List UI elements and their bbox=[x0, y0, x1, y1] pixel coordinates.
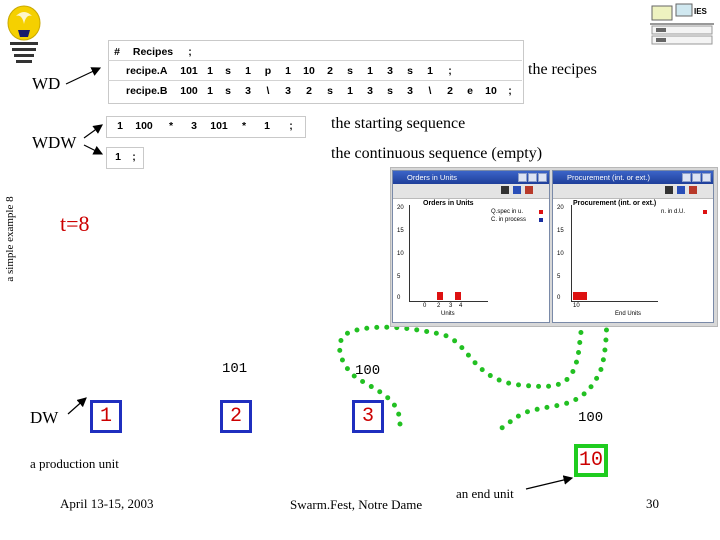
orders-bar bbox=[455, 292, 461, 300]
print-icon[interactable] bbox=[501, 186, 509, 194]
recipes-header-cell: # bbox=[114, 46, 120, 58]
close-button[interactable] bbox=[538, 173, 547, 182]
recipe-cell: 1 bbox=[207, 65, 213, 77]
procurement-legend-item: n. in d.U. bbox=[661, 209, 686, 215]
y-tick: 10 bbox=[557, 251, 564, 257]
y-tick: 15 bbox=[397, 228, 404, 234]
recipe-cell: e bbox=[467, 85, 473, 97]
orders-window-title: Orders in Units bbox=[393, 171, 549, 184]
continuous-sequence-label: the continuous sequence (empty) bbox=[331, 145, 543, 162]
recipe-cell: s bbox=[225, 85, 231, 97]
sequence-cell: 1 bbox=[264, 120, 270, 132]
dw-arrow bbox=[68, 398, 86, 414]
ies-lab-logo bbox=[648, 2, 716, 46]
value-101: 101 bbox=[222, 361, 248, 377]
production-unit-3: 3 bbox=[352, 400, 384, 433]
recipe-cell: 1 bbox=[245, 65, 251, 77]
orders-window bbox=[392, 170, 550, 323]
wd-arrow bbox=[66, 68, 100, 84]
procurement-toolbar bbox=[553, 184, 713, 199]
recipe-cell: 1 bbox=[207, 85, 213, 97]
wdw-arrow-top bbox=[84, 125, 102, 138]
orders-toolbar bbox=[393, 184, 549, 199]
sequence-cell: ; bbox=[132, 151, 136, 163]
recipe-cell: s bbox=[225, 65, 231, 77]
end-unit-label: an end unit bbox=[456, 486, 514, 501]
y-tick: 5 bbox=[557, 274, 561, 280]
recipes-header-cell: ; bbox=[188, 46, 192, 58]
minimize-button[interactable] bbox=[518, 173, 527, 182]
recipe-cell: recipe.A bbox=[126, 65, 168, 77]
starting-sequence-row bbox=[110, 116, 302, 136]
orders-legend-item: C. in process bbox=[491, 217, 527, 223]
footer-date: April 13-15, 2003 bbox=[60, 496, 154, 511]
procurement-plot-area bbox=[571, 205, 658, 302]
value-100: 100 bbox=[355, 363, 381, 379]
orders-legend-item: Q.spec in u. bbox=[491, 209, 524, 215]
save-icon[interactable] bbox=[689, 186, 697, 194]
procurement-window-title: Procurement (int. or ext.) bbox=[553, 171, 713, 184]
svg-text:IES: IES bbox=[694, 7, 707, 16]
y-tick: 20 bbox=[397, 205, 404, 211]
legend-swatch-blue bbox=[539, 218, 543, 222]
x-tick: 10 bbox=[573, 303, 580, 309]
recipe-a-row bbox=[126, 61, 460, 81]
recipe-cell: 10 bbox=[485, 85, 497, 97]
recipe-cell: 100 bbox=[180, 85, 198, 97]
y-tick: 10 bbox=[397, 251, 404, 257]
sequence-cell: 100 bbox=[135, 120, 153, 132]
close-button[interactable] bbox=[702, 173, 711, 182]
maximize-button[interactable] bbox=[692, 173, 701, 182]
procurement-bar bbox=[573, 292, 587, 300]
chart-icon[interactable] bbox=[677, 186, 685, 194]
y-tick: 15 bbox=[557, 228, 564, 234]
recipe-cell: s bbox=[407, 65, 413, 77]
recipe-cell: \ bbox=[266, 85, 270, 97]
y-tick: 5 bbox=[397, 274, 401, 280]
recipe-cell: s bbox=[387, 85, 393, 97]
recipe-cell: 3 bbox=[407, 85, 413, 97]
y-tick: 0 bbox=[397, 295, 401, 301]
orders-chart-title: Orders in Units bbox=[423, 200, 474, 207]
recipe-cell: recipe.B bbox=[126, 85, 168, 97]
footer-page-number: 30 bbox=[646, 496, 659, 511]
production-unit-label: a production unit bbox=[30, 456, 119, 471]
sequence-cell: 3 bbox=[191, 120, 197, 132]
x-tick: 4 bbox=[459, 303, 463, 309]
x-axis-label: Units bbox=[441, 311, 455, 317]
dw-label: DW bbox=[30, 408, 59, 427]
recipe-cell: p bbox=[264, 65, 272, 77]
recipe-cell: 3 bbox=[245, 85, 251, 97]
x-axis-label: End Units bbox=[615, 311, 642, 317]
recipe-cell: s bbox=[327, 85, 333, 97]
the-recipes-label: the recipes bbox=[528, 61, 597, 78]
sequence-cell: 1 bbox=[115, 151, 121, 163]
recipe-b-row bbox=[126, 81, 518, 101]
production-unit-1: 1 bbox=[90, 400, 122, 433]
university-logo bbox=[4, 4, 44, 68]
production-unit-2: 2 bbox=[220, 400, 252, 433]
recipe-cell: \ bbox=[428, 85, 432, 97]
recipe-cell: 3 bbox=[387, 65, 393, 77]
x-tick: 0 bbox=[423, 303, 427, 309]
recipe-cell: 1 bbox=[367, 65, 373, 77]
minimize-button[interactable] bbox=[682, 173, 691, 182]
starting-sequence-label: the starting sequence bbox=[331, 115, 466, 132]
recipe-cell: 2 bbox=[447, 85, 453, 97]
wdw-label: WDW bbox=[32, 133, 77, 152]
time-label: t=8 bbox=[60, 211, 90, 236]
maximize-button[interactable] bbox=[528, 173, 537, 182]
recipe-cell: 2 bbox=[306, 85, 312, 97]
sequence-cell: * bbox=[168, 120, 174, 132]
recipe-cell: 101 bbox=[180, 65, 198, 77]
end-unit-arrow bbox=[526, 478, 572, 489]
value-100: 100 bbox=[578, 410, 604, 426]
recipe-cell: 3 bbox=[367, 85, 373, 97]
recipe-cell: ; bbox=[448, 65, 452, 77]
recipe-cell: s bbox=[347, 65, 353, 77]
save-icon[interactable] bbox=[525, 186, 533, 194]
recipes-header-cell: Recipes bbox=[132, 46, 174, 58]
recipe-cell: 1 bbox=[347, 85, 353, 97]
sequence-cell: ; bbox=[289, 120, 293, 132]
orders-bar bbox=[437, 292, 443, 300]
y-tick: 0 bbox=[557, 295, 561, 301]
x-tick: 2 bbox=[437, 303, 441, 309]
legend-swatch-red bbox=[703, 210, 707, 214]
recipe-cell: 1 bbox=[427, 65, 433, 77]
end-unit-10: 10 bbox=[574, 444, 608, 477]
procurement-window-controls bbox=[682, 173, 711, 182]
y-tick: 20 bbox=[557, 205, 564, 211]
recipe-cell: 3 bbox=[285, 85, 291, 97]
orders-window-controls bbox=[518, 173, 547, 182]
recipe-cell: 10 bbox=[303, 65, 315, 77]
recipe-cell: 2 bbox=[327, 65, 333, 77]
continuous-sequence-row bbox=[110, 147, 142, 167]
sequence-cell: 101 bbox=[210, 120, 228, 132]
procurement-window bbox=[552, 170, 714, 323]
recipe-cell: ; bbox=[508, 85, 512, 97]
chart-icon[interactable] bbox=[513, 186, 521, 194]
footer-event: Swarm.Fest, Notre Dame bbox=[290, 497, 423, 512]
print-icon[interactable] bbox=[665, 186, 673, 194]
x-tick: 3 bbox=[449, 303, 453, 309]
procurement-chart-title: Procurement (int. or ext.) bbox=[573, 200, 657, 207]
wdw-arrow-bottom bbox=[84, 145, 102, 154]
side-label: a simple example 8 bbox=[4, 196, 16, 282]
orders-plot-area bbox=[409, 205, 488, 302]
recipes-header-row bbox=[110, 42, 198, 62]
wd-label: WD bbox=[32, 74, 61, 93]
legend-swatch-red bbox=[539, 210, 543, 214]
sequence-cell: 1 bbox=[117, 120, 123, 132]
sequence-cell: * bbox=[241, 120, 247, 132]
recipe-cell: 1 bbox=[285, 65, 291, 77]
